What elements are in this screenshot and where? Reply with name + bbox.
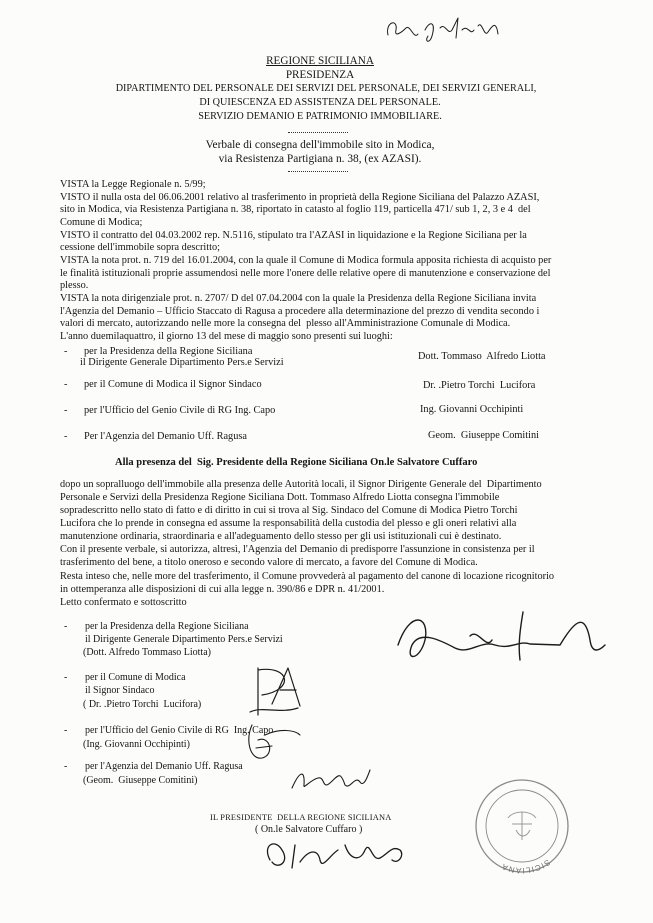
list-marker: - [64, 621, 68, 632]
president-name: ( On.le Salvatore Cuffaro ) [255, 824, 363, 835]
premise-line: plesso. [60, 280, 89, 291]
signatory-line: per il Comune di Modica [85, 672, 186, 683]
signatory-line: per l'Ufficio del Genio Civile di RG Ing. Capo [85, 725, 274, 736]
region-title: REGIONE SICILIANA [266, 55, 374, 67]
premise-line: le finalità istituzionali proprie assumendosi nelle more l'onere delle relative opere di manutenzione e conservazione del [60, 268, 551, 279]
list-marker: - [64, 725, 68, 736]
stamp-text: SICILIANA [499, 857, 552, 876]
signature-torchi [250, 668, 300, 715]
attendee-role: per l'Ufficio del Genio Civile di RG Ing. Capo [84, 405, 276, 416]
attendee-role: per la Presidenza della Regione Siciliana [84, 346, 253, 357]
list-marker: - [64, 379, 68, 390]
stamp-outer-ring [476, 780, 568, 872]
minutes-line: Lucifora che lo prende in consegna ed assume la responsabilità della custodia del plesso e gli oneri relativi alla [60, 518, 517, 529]
premise-line: Comune di Modica; [60, 217, 143, 228]
presidenza-heading: PRESIDENZA [285, 69, 355, 81]
minutes-line: Con il presente verbale, si autorizza, altresì, l'Agenzia del Demanio di predisporre l'assunzione in consistenza per il [60, 544, 535, 555]
signatory-line: il Signor Sindaco [85, 685, 155, 696]
stamp-emblem [508, 812, 536, 840]
attendee-name: Ing. Giovanni Occhipinti [420, 404, 524, 415]
department-line: DI QUIESCENZA ED ASSISTENZA DEL PERSONALE. [199, 97, 441, 108]
premise-line: L'anno duemilaquattro, il giorno 13 del mese di maggio sono presenti sui luoghi: [60, 331, 393, 342]
signature-cuffaro [267, 844, 401, 868]
premise-line: VISTA la nota prot. n. 719 del 16.01.2004, con la quale il Comune di Modica formula apposita richiesta di acquisto per [60, 255, 552, 266]
presence-statement: Alla presenza del Sig. Presidente della Regione Siciliana On.le Salvatore Cuffaro [115, 457, 478, 468]
minutes-line: Resta inteso che, nelle more del trasferimento, il Comune provvederà al pagamento del canone di locazione ricognitorio [60, 571, 555, 582]
attendee-name: Dr. .Pietro Torchi Lucifora [423, 380, 536, 391]
list-marker: - [64, 405, 68, 416]
stamp-lettering [500, 858, 552, 876]
list-marker: - [64, 431, 68, 442]
signatory-line: (Geom. Giuseppe Comitini) [83, 775, 198, 786]
premise-line: VISTA la Legge Regionale n. 5/99; [60, 179, 206, 190]
separator [288, 171, 348, 172]
signature-liotta [398, 612, 605, 660]
attendee-role: per il Comune di Modica il Signor Sindaco [84, 379, 262, 390]
list-marker: - [64, 672, 68, 683]
attendee-role-detail: il Dirigente Generale Dipartimento Pers.e Servizi [80, 357, 284, 368]
official-stamp [476, 780, 568, 875]
premise-line: cessione dell'immobile sopra descritto; [60, 242, 220, 253]
premise-line: valori di mercato, autorizzando nelle more la consegna del plesso all'Amministrazione Comunale di Modica. [60, 318, 511, 329]
minutes-line: in ottemperanza alle disposizioni di cui alla legge n. 390/86 e DPR n. 41/2001. [60, 584, 385, 595]
minutes-line: sopradescritto nello stato di fatto e di diritto in cui si trova al Sig. Sindaco del Comune di Modica Pietro Torchi [60, 505, 518, 516]
attendee-name: Dott. Tommaso Alfredo Liotta [418, 351, 546, 362]
signatory-line: il Dirigente Generale Dipartimento Pers.e Servizi [85, 634, 283, 645]
stamp-inner-ring [486, 790, 558, 862]
subject-line: Verbale di consegna dell'immobile sito in Modica, [205, 139, 435, 151]
minutes-line: trasferimento del bene, a titolo oneroso e secondo valore di mercato, a favore del Comune di Modica. [60, 557, 478, 568]
department-line: DIPARTIMENTO DEL PERSONALE DEI SERVIZI DEL PERSONALE, DEI SERVIZI GENERALI, [115, 83, 537, 94]
separator [288, 132, 348, 133]
signatory-line: (Dott. Alfredo Tommaso Liotta) [83, 647, 211, 658]
attendee-role: Per l'Agenzia del Demanio Uff. Ragusa [84, 431, 247, 442]
president-title: IL PRESIDENTE DELLA REGIONE SICILIANA [210, 813, 392, 822]
premise-line: VISTA la nota dirigenziale prot. n. 2707/ D del 07.04.2004 con la quale la Presidenza della Regione Siciliana invita [60, 293, 537, 304]
attendee-name: Geom. Giuseppe Comitini [428, 430, 539, 441]
signatory-line: per la Presidenza della Regione Siciliana [85, 621, 249, 632]
department-line: SERVIZIO DEMANIO E PATRIMONIO IMMOBILIARE. [198, 111, 442, 122]
minutes-line: dopo un sopralluogo dell'immobile alla presenza delle Autorità locali, il Signor Dirigente Generale del Dipartimento [60, 479, 542, 490]
premise-line: sito in Modica, via Resistenza Partigiana n. 38, riportato in catasto al foglio 119, particella 471/ sub 1, 2, 3 e 4 del [60, 204, 531, 215]
premise-line: VISTO il contratto del 04.03.2002 rep. N.5116, stipulato tra l'AZASI in liquidazione e la Regione Siciliana per la [60, 230, 527, 241]
minutes-line: manutenzione ordinaria, straordinaria e all'adeguamento dello stesso per gli usi istituzionali cui è destinato. [60, 531, 502, 542]
premise-line: VISTO il nulla osta del 06.06.2001 relativo al trasferimento in proprietà della Regione Siciliana del Palazzo AZASI, [60, 192, 540, 203]
premise-line: l'Agenzia del Demanio – Ufficio Staccato di Ragusa a procedere alla determinazione del prezzo di vendita secondo i [60, 306, 540, 317]
minutes-line: Personale e Servizi della Presidenza Regione Siciliana Dott. Tommaso Alfredo Liotta consegna l'immobile [60, 492, 500, 503]
subject-line: via Resistenza Partigiana n. 38, (ex AZASI). [218, 153, 422, 165]
handwritten-note [388, 18, 498, 41]
signature-comitini [292, 770, 370, 788]
minutes-line: Letto confermato e sottoscritto [60, 597, 187, 608]
list-marker: - [64, 761, 68, 772]
signatory-line: per l'Agenzia del Demanio Uff. Ragusa [85, 761, 243, 772]
signatory-line: ( Dr. .Pietro Torchi Lucifora) [83, 699, 202, 710]
signatory-line: (Ing. Giovanni Occhipinti) [83, 739, 190, 750]
list-marker: - [64, 346, 68, 357]
